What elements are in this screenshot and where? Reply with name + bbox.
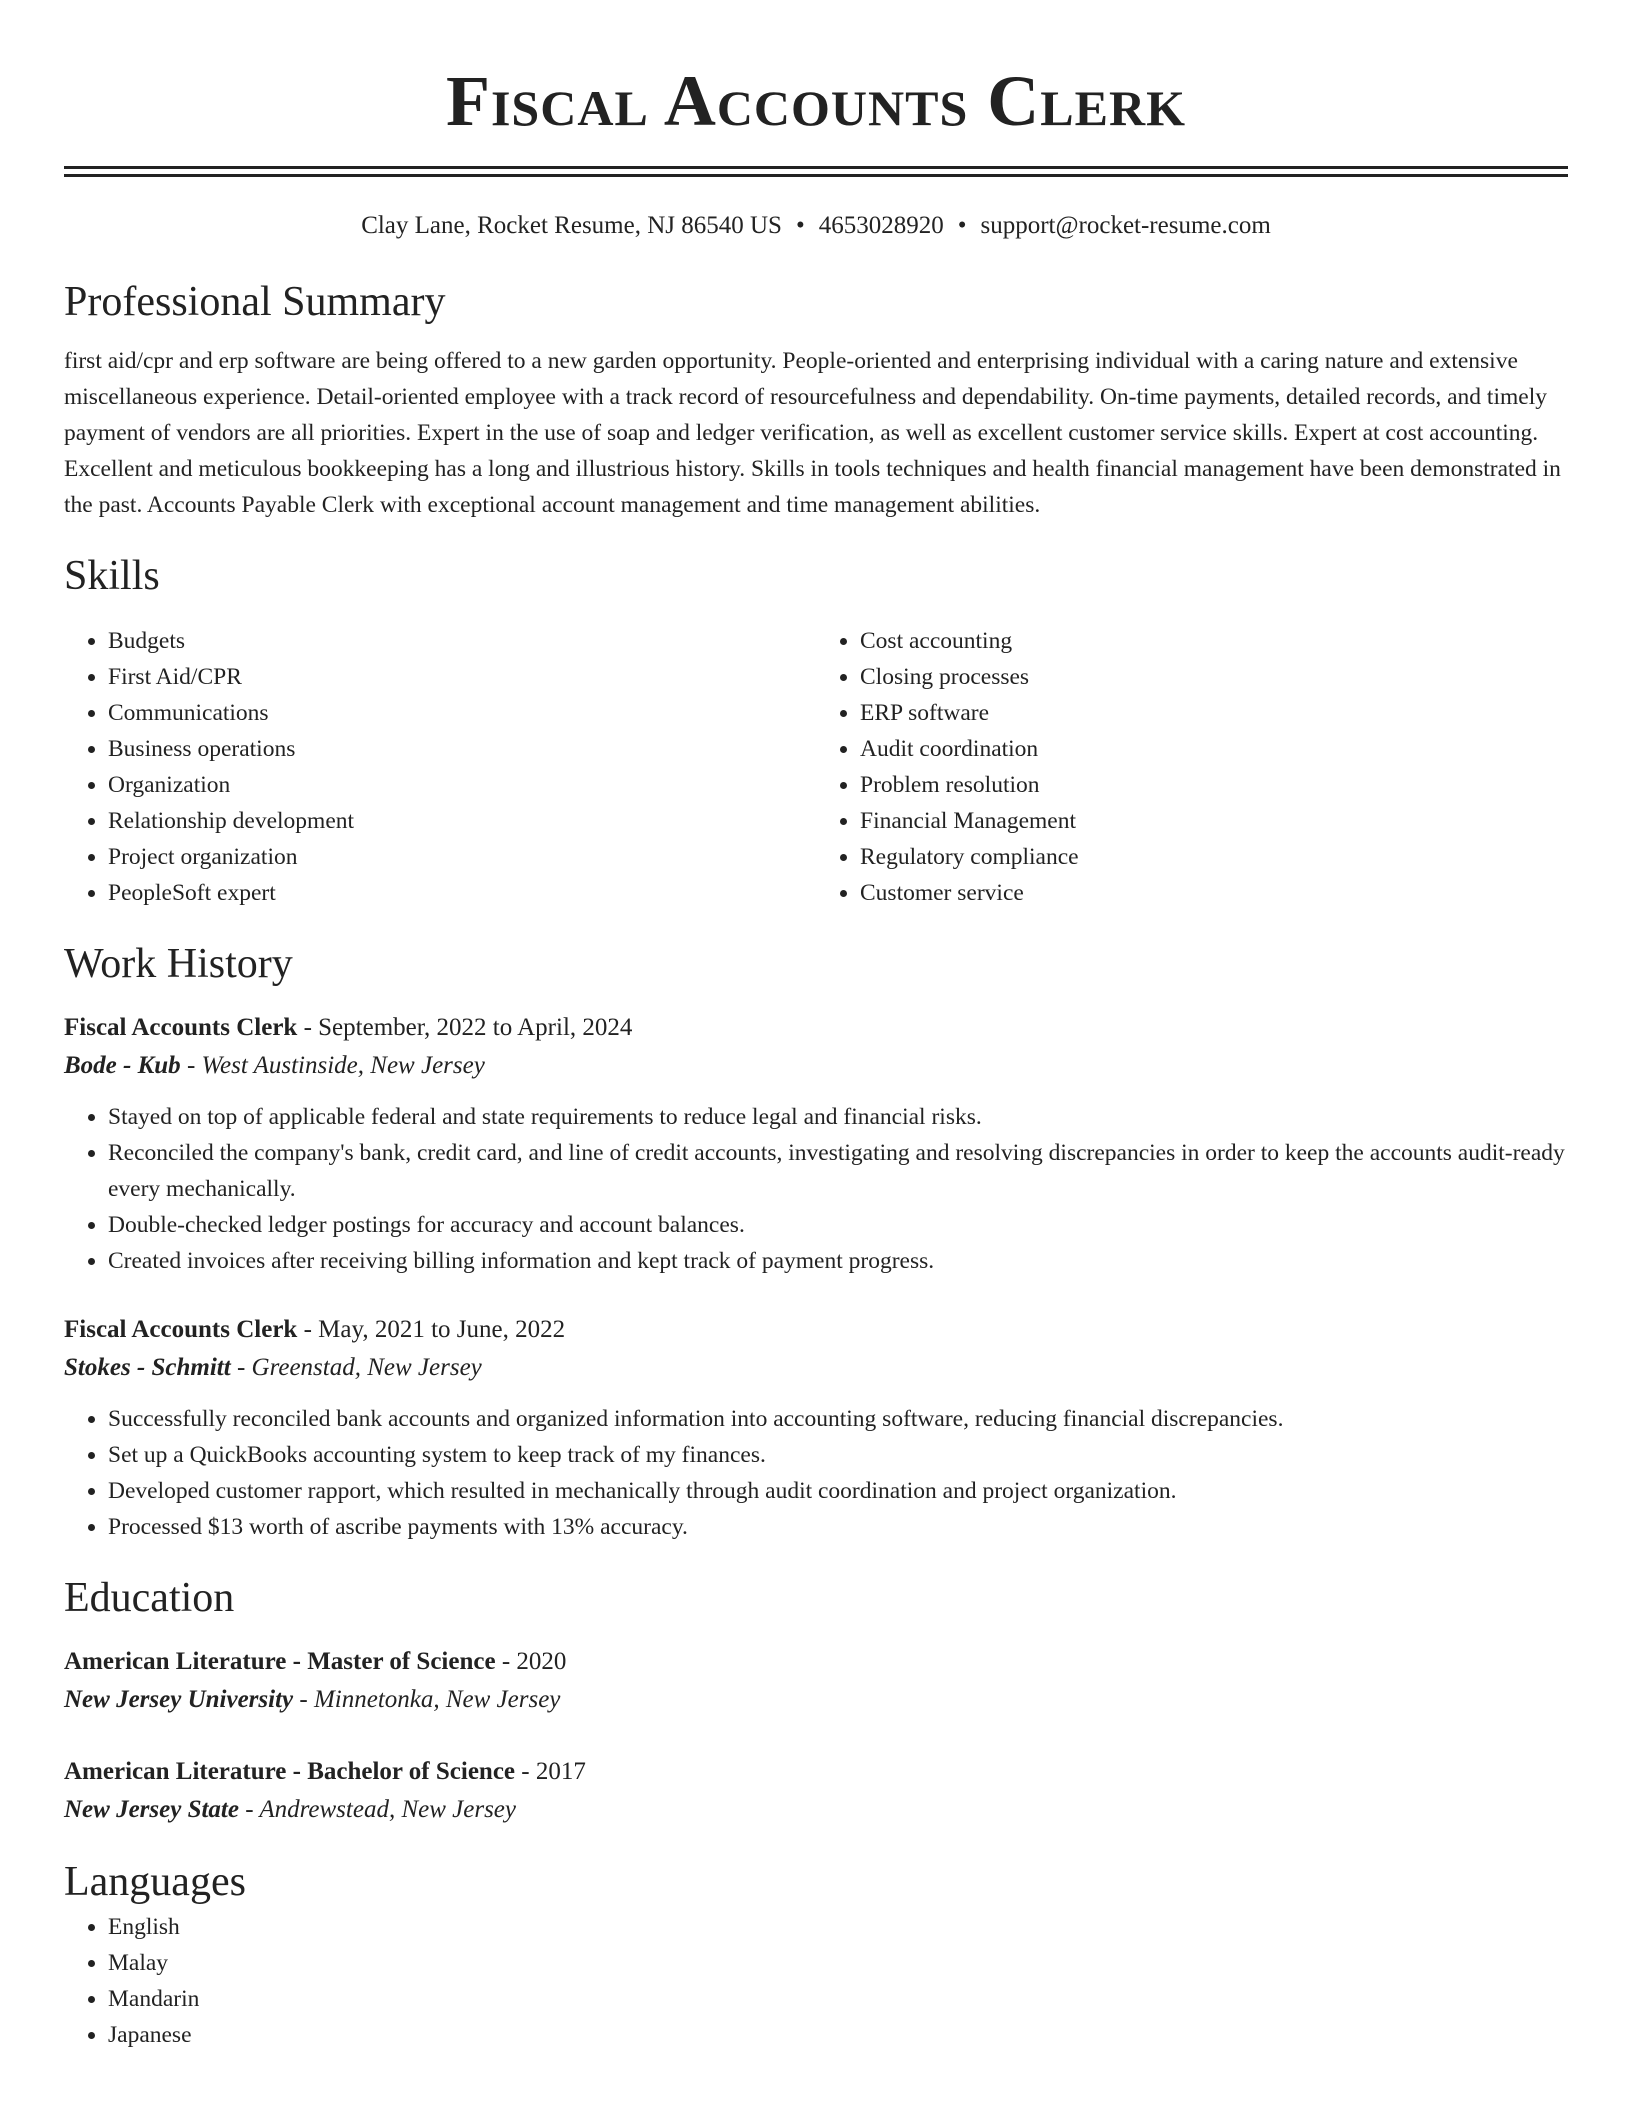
education-entry	[64, 1753, 1568, 1829]
skills-columns	[64, 623, 1568, 911]
education-year: - 2017	[515, 1758, 586, 1785]
job-entry	[64, 1009, 1568, 1279]
education-heading: Education	[64, 1575, 235, 1621]
job-location: - West Austinside, New Jersey	[180, 1052, 485, 1079]
job-duties	[64, 1099, 1568, 1279]
languages-list	[64, 1909, 1568, 2053]
skill-item: • Closing processes	[860, 659, 1568, 695]
skills-list-right	[816, 623, 1568, 911]
education-degree: American Literature - Master of Science	[64, 1648, 496, 1675]
candidate-name: Fiscal Accounts Clerk	[445, 61, 1186, 141]
job-duty: • Reconciled the company's bank, credit card, and line of credit accounts, investigating and resolving discrepancies in order to keep the accounts audit-ready every mechanically.	[108, 1135, 1568, 1207]
job-title-line	[64, 1009, 1568, 1047]
education-degree-line	[64, 1643, 1568, 1681]
languages-heading: Languages	[64, 1859, 246, 1905]
job-entry	[64, 1311, 1568, 1545]
skill-item: • Regulatory compliance	[860, 839, 1568, 875]
skill-item: • Financial Management	[860, 803, 1568, 839]
job-dates: - May, 2021 to June, 2022	[297, 1316, 566, 1343]
job-duty: • Successfully reconciled bank accounts and organized information into accounting software, reducing financial discrepancies.	[108, 1401, 1568, 1437]
header-divider	[64, 166, 1568, 177]
education-degree-line	[64, 1753, 1568, 1791]
job-duty: • Processed $13 worth of ascribe payments with 13% accuracy.	[108, 1509, 1568, 1545]
skill-item: • Organization	[108, 767, 816, 803]
skill-item: • Cost accounting	[860, 623, 1568, 659]
job-role: Fiscal Accounts Clerk	[64, 1014, 298, 1041]
education-school: New Jersey State	[64, 1796, 239, 1823]
education-entry	[64, 1643, 1568, 1719]
job-company-line	[64, 1349, 1568, 1387]
summary-text: first aid/cpr and erp software are being offered to a new garden opportunity. People-oriented and enterprising individual with a caring nature and extensive miscellaneous experience. Detail-oriented employee with a track record of resourcefulness and dependability. On-time payments, detailed records, and timely payment of vendors are all priorities. Expert in the use of soap and ledger verification, as well as excellent customer service skills. Expert at cost accounting. Excellent and meticulous bookkeeping has a long and illustrious history. Skills in tools techniques and health financial management have been demonstrated in the past. Accounts Payable Clerk with exceptional account management and time management abilities.	[64, 348, 1561, 518]
job-duty: • Double-checked ledger postings for accuracy and account balances.	[108, 1207, 1568, 1243]
skill-item: • Communications	[108, 695, 816, 731]
skill-item: • Problem resolution	[860, 767, 1568, 803]
education-year: - 2020	[495, 1648, 567, 1675]
skill-item: • Audit coordination	[860, 731, 1568, 767]
language-item: • Japanese	[108, 2017, 1568, 2053]
skill-item: • Budgets	[108, 623, 816, 659]
skills-heading: Skills	[64, 553, 160, 599]
education-location: - Andrewstead, New Jersey	[238, 1796, 516, 1823]
education-school: New Jersey University	[64, 1686, 294, 1713]
job-duty: • Developed customer rapport, which resulted in mechanically through audit coordination and project organization.	[108, 1473, 1568, 1509]
job-duty: • Stayed on top of applicable federal and state requirements to reduce legal and financial risks.	[108, 1099, 1568, 1135]
contact-email: support@rocket-resume.com	[980, 212, 1271, 239]
skill-item: • ERP software	[860, 695, 1568, 731]
skill-item: • Project organization	[108, 839, 816, 875]
job-company: Stokes - Schmitt	[64, 1354, 231, 1381]
work-history-heading: Work History	[64, 941, 293, 987]
contact-separator: •	[795, 212, 805, 239]
contact-separator: •	[957, 212, 967, 239]
job-company: Bode - Kub	[64, 1052, 181, 1079]
job-role: Fiscal Accounts Clerk	[64, 1316, 298, 1343]
job-dates: - September, 2022 to April, 2024	[297, 1014, 633, 1041]
skill-item: • Business operations	[108, 731, 816, 767]
job-company-line	[64, 1047, 1568, 1085]
language-item: • English	[108, 1909, 1568, 1945]
contact-phone: 4653028920	[818, 212, 944, 239]
job-title-line	[64, 1311, 1568, 1349]
language-item: • Malay	[108, 1945, 1568, 1981]
education-school-line	[64, 1791, 1568, 1829]
education-school-line	[64, 1681, 1568, 1719]
job-duty: • Created invoices after receiving billing information and kept track of payment progress.	[108, 1243, 1568, 1279]
contact-line	[64, 209, 1568, 243]
skill-item: • First Aid/CPR	[108, 659, 816, 695]
skill-item: • Relationship development	[108, 803, 816, 839]
job-location: - Greenstad, New Jersey	[230, 1354, 482, 1381]
language-item: • Mandarin	[108, 1981, 1568, 2017]
skills-list-left	[64, 623, 816, 911]
job-duties	[64, 1401, 1568, 1545]
job-duty: • Set up a QuickBooks accounting system to keep track of my finances.	[108, 1437, 1568, 1473]
education-degree: American Literature - Bachelor of Science	[64, 1758, 516, 1785]
skill-item: • Customer service	[860, 875, 1568, 911]
contact-address: Clay Lane, Rocket Resume, NJ 86540 US	[361, 212, 782, 239]
summary-heading: Professional Summary	[64, 279, 446, 325]
skill-item: • PeopleSoft expert	[108, 875, 816, 911]
education-location: - Minnetonka, New Jersey	[293, 1686, 561, 1713]
